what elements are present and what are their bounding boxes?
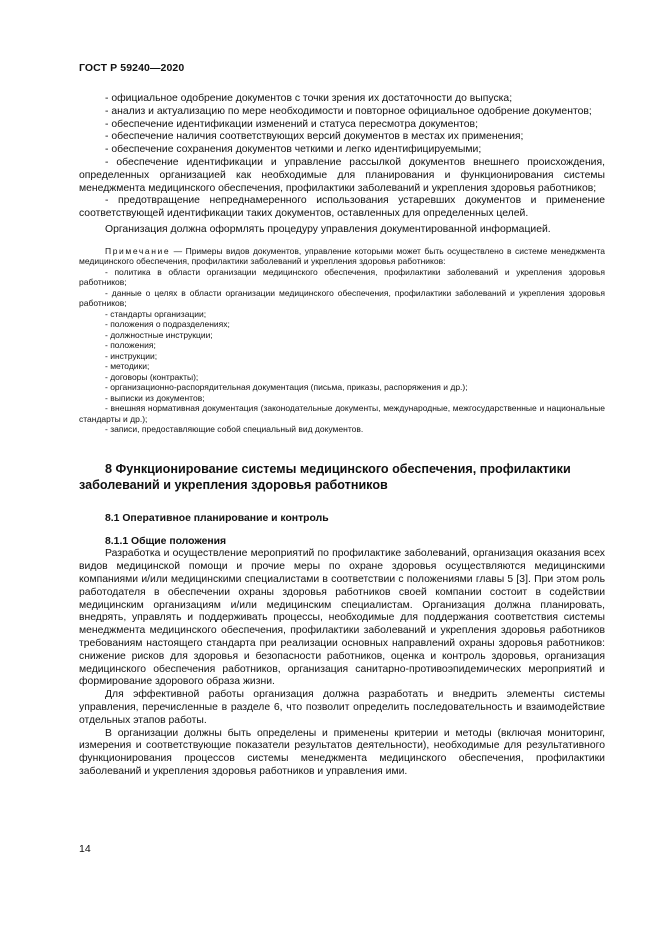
list-item: - обеспечение идентификации и управление рассылкой документов внешнего происхождения, определенных организацией как необходимые для планирования и функционирования системы менеджмента медицинского обеспечения, профилактики заболеваний и укрепления здоровья работников; xyxy=(79,156,605,194)
note-item: - методики; xyxy=(105,361,150,372)
note-item: - положения о подразделениях; xyxy=(105,319,230,330)
note-item: - должностные инструкции; xyxy=(105,329,213,340)
note-item: - договоры (контракты); xyxy=(105,371,199,382)
document-code-header: ГОСТ Р 59240—2020 xyxy=(79,62,185,74)
body-paragraph: Для эффективной работы организация должна разработать и внедрить элементы системы управления, перечисленные в разделе 6, что позволит определить последовательность и взаимодействие отдельных этапов работы. xyxy=(79,689,605,726)
note-label: Примечание xyxy=(105,245,171,256)
note-item: - политика в области организации медицинского обеспечения, профилактики заболеваний и укрепления здоровья работников; xyxy=(79,266,605,288)
list-item: - обеспечение идентификации изменений и статуса пересмотра документов; xyxy=(105,118,478,130)
list-item: - обеспечение сохранения документов четкими и легко идентифицируемыми; xyxy=(105,144,482,156)
note-item: - положения; xyxy=(105,340,156,351)
section-heading: 8 Функционирование системы медицинского обеспечения, профилактики заболеваний и укрепления здоровья работников xyxy=(79,461,571,492)
list-item: - анализ и актуализацию по мере необходимости и повторное официальное одобрение документов; xyxy=(105,105,592,117)
note-text: — Примеры видов документов, управление которыми может быть осуществлено в системе менеджмента медицинского обеспечения, профилактики заболеваний и укрепления здоровья работников: xyxy=(79,245,605,267)
body-paragraph: В организации должны быть определены и применены критерии и методы (включая мониторинг, измерения и соответствующие показатели результатов деятельности), необходимые для результативного функционирования процессов системы менеджмента медицинского обеспечения, профилактики заболеваний и укрепления здоровья работников и управления ими. xyxy=(79,727,605,777)
note-item: - выписки из документов; xyxy=(105,392,205,403)
note-item: - записи, предоставляющие собой специальный вид документов. xyxy=(105,424,364,435)
page-number: 14 xyxy=(79,843,91,855)
procedure-paragraph: Организация должна оформлять процедуру управления документированной информацией. xyxy=(105,223,551,235)
page-body xyxy=(79,93,605,779)
note-intro xyxy=(79,246,605,267)
list-item: - предотвращение непреднамеренного использования устаревших документов и применение соответствующей идентификации таких документов, оставленных для определенных целей. xyxy=(79,195,605,220)
list-item: - официальное одобрение документов с точки зрения их достаточности до выпуска; xyxy=(105,93,513,104)
note-item: - организационно-распорядительная документация (письма, приказы, распоряжения и др.); xyxy=(105,382,468,393)
list-item: - обеспечение наличия соответствующих версий документов в местах их применения; xyxy=(105,131,524,143)
clause-heading: 8.1.1 Общие положения xyxy=(105,535,227,547)
subsection-heading: 8.1 Оперативное планирование и контроль xyxy=(105,512,329,524)
note-item: - внешняя нормативная документация (законодательные документы, международные, межгосударственные и национальные стандарты и др.); xyxy=(79,403,605,424)
note-item: - инструкции; xyxy=(105,350,158,361)
note-item: - стандарты организации; xyxy=(105,308,207,319)
body-paragraph: Разработка и осуществление мероприятий по профилактике заболеваний, организация оказания всех видов медицинской помощи и прочие меры по охране здоровья осуществляются медицинскими компаниями и/или медицинскими специалистами в соответствии с положениями главы 5 [3]. При этом роль работодателя в обеспечении охраны здоровья работников своей компании состоит в содействии медицинским организациям и/или медицинским специалистам. Организация должна планировать, внедрять, управлять и поддерживать процессы, необходимые для поддержания соответствия системы менеджмента медицинского обеспечения, профилактики заболеваний и укрепления здоровья работников требованиям настоящего стандарта при реализации основных направлений охраны здоровья работников: снижение рисков для здоровья и безопасности работников, оценка и контроль здоровья, организация медицинского обеспечения работников, организация санитарно-противоэпидемических мероприятий и формирование здорового образа жизни. xyxy=(79,548,605,688)
note-item: - данные о целях в области организации медицинского обеспечения, профилактики заболеваний и укрепления здоровья работников; xyxy=(79,287,605,309)
